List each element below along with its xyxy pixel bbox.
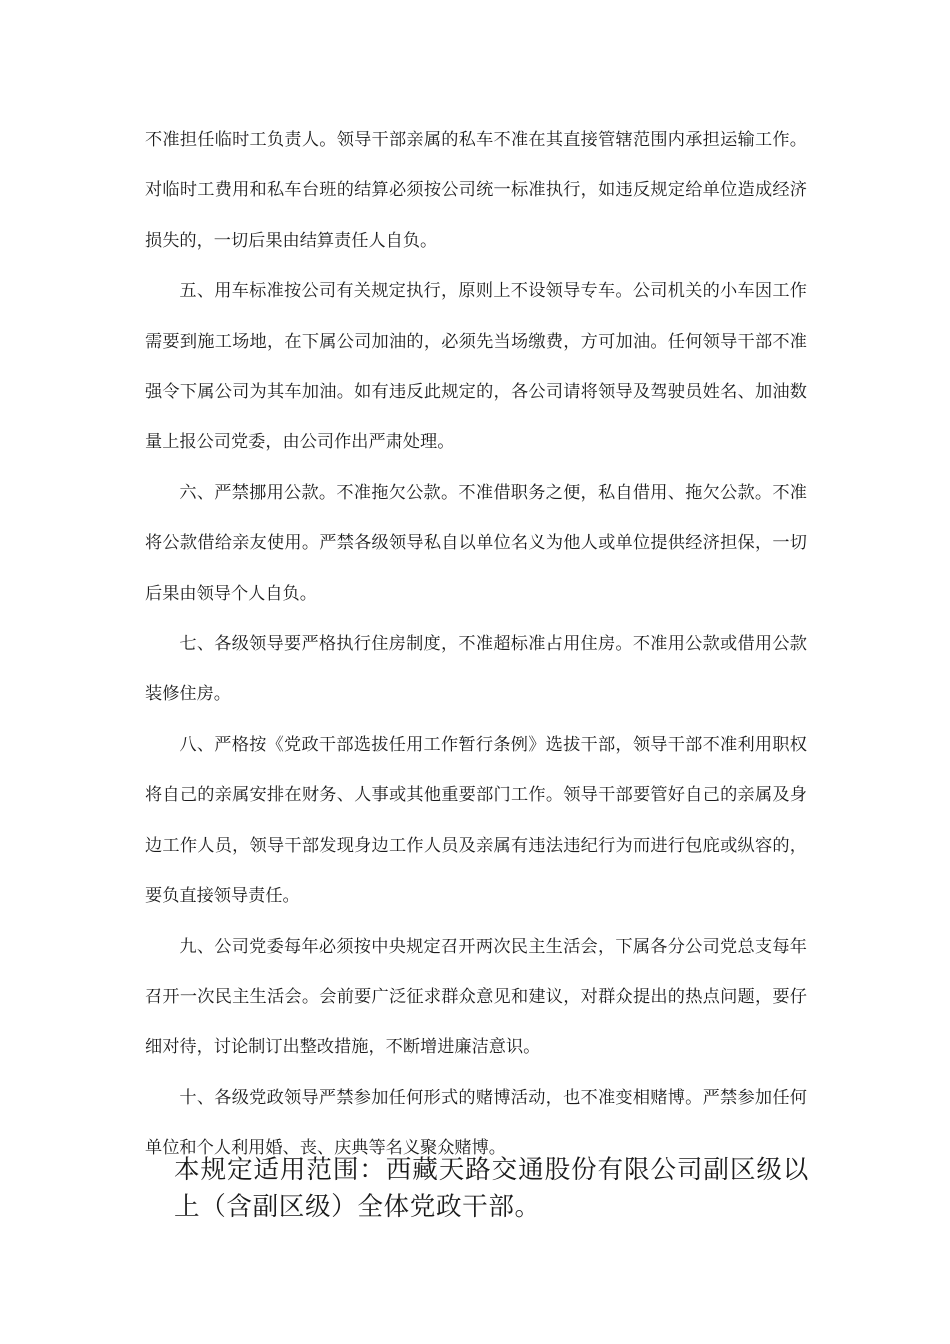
scope-statement [174, 1152, 809, 1226]
paragraph-item-6: 六、严禁挪用公款。不准拖欠公款。不准借职务之便，私自借用、拖欠公款。不准将公款借给亲友使用。严禁各级领导私自以单位名义为他人或单位提供经济担保，一切后果由领导个人自负。 [145, 482, 807, 604]
scope-statement-text: 本规定适用范围：西藏天路交通股份有限公司副区级以上（含副区级）全体党政干部。 [174, 1155, 809, 1222]
paragraph-item-10: 十、各级党政领导严禁参加任何形式的赌博活动，也不准变相赌博。严禁参加任何单位和个人利用婚、丧、庆典等名义聚众赌博。 [145, 1087, 807, 1159]
paragraph-item-5: 五、用车标准按公司有关规定执行，原则上不设领导专车。公司机关的小车因工作需要到施工场地，在下属公司加油的，必须先当场缴费，方可加油。任何领导干部不准强令下属公司为其车加油。如有违反此规定的，各公司请将领导及驾驶员姓名、加油数量上报公司党委，由公司作出严肃处理。 [145, 281, 807, 453]
paragraph-item-9: 九、公司党委每年必须按中央规定召开两次民主生活会，下属各分公司党总支每年召开一次民主生活会。会前要广泛征求群众意见和建议，对群众提出的热点问题，要仔细对待，讨论制订出整改措施，不断增进廉洁意识。 [145, 936, 807, 1058]
paragraph-item-8: 八、严格按《党政干部选拔任用工作暂行条例》选拔干部，领导干部不准利用职权将自己的亲属安排在财务、人事或其他重要部门工作。领导干部要管好自己的亲属及身边工作人员，领导干部发现身边工作人员及亲属有违法违纪行为而进行包庇或纵容的，要负直接领导责任。 [145, 734, 807, 907]
document-body [145, 115, 807, 1174]
paragraph-continued: 不准担任临时工负责人。领导干部亲属的私车不准在其直接管辖范围内承担运输工作。对临时工费用和私车台班的结算必须按公司统一标准执行，如违反规定给单位造成经济损失的，一切后果由结算责任人自负。 [145, 130, 807, 251]
paragraph-item-7: 七、各级领导要严格执行住房制度，不准超标准占用住房。不准用公款或借用公款装修住房。 [145, 634, 807, 705]
